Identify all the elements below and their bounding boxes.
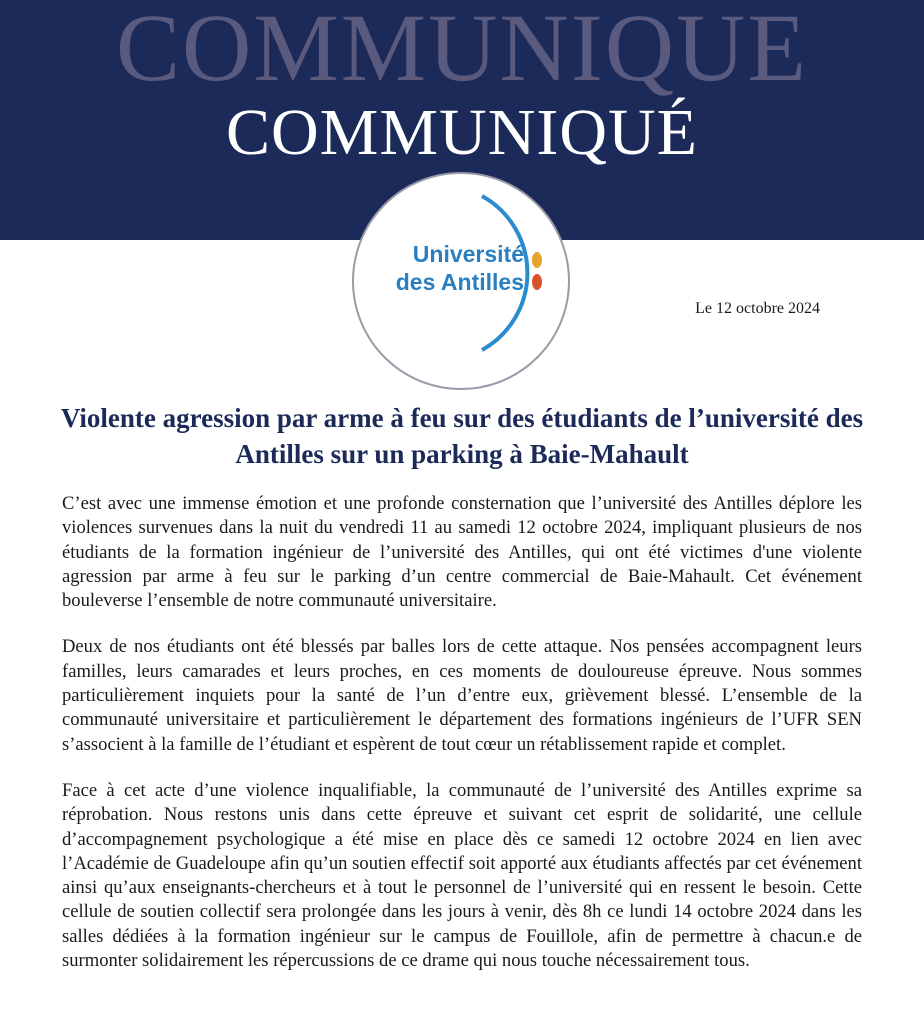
- logo-line1: Université: [412, 241, 524, 267]
- paragraph: C’est avec une immense émotion et une profonde consternation que l’université des Antilles déplore les violences survenues dans la nuit du vendredi 11 au samedi 12 octobre 2024, impliquant plusieurs de nos étudiants de la formation ingénieur de l’université des Antilles, qui ont été victimes d'une violente agression par arme à feu sur le parking d’un centre commercial de Baie-Mahault. Cet événement bouleverse l’ensemble de notre communauté universitaire.: [62, 493, 862, 612]
- paragraph: Face à cet acte d’une violence inqualifiable, la communauté de l’université des Antilles exprime sa réprobation. Nous restons unis dans cette épreuve et suivant cet esprit de solidarité, une cellule d’accompagnement psychologique a été mise en place dès ce samedi 12 octobre 2024 en lien avec l’Académie de Guadeloupe afin qu’un soutien effectif soit apporté aux étudiants affectés par cet événement ainsi qu’aux enseignants-chercheurs et à tout le personnel de l’université qui en ressent le besoin. Cette cellule de soutien collectif sera prolongée dans les jours à venir, dès 8h ce lundi 14 octobre 2024 dans les salles dédiées à la formation ingénieur sur le campus de Fouillole, afin de permettre à chacun.e de surmonter solidairement les répercussions de ce drame qui nous touche nécessairement tous.: [62, 779, 862, 972]
- page-title: COMMUNIQUÉ: [226, 96, 698, 169]
- ghost-title: COMMUNIQUE: [116, 0, 808, 101]
- date: Le 12 octobre 2024: [695, 300, 820, 317]
- university-logo: [352, 172, 570, 390]
- paragraph: Deux de nos étudiants ont été blessés par balles lors de cette attaque. Nos pensées accompagnent leurs familles, leurs camarades et leurs proches, en ces moments de douloureuse épreuve. Nous sommes particulièrement inquiets pour la santé de l’un d’entre eux, grièvement blessé. L’ensemble de la communauté universitaire et particulièrement le département des formations ingénieurs de l’UFR SEN s’associent à la famille de l’étudiant et espèrent de tout cœur un rétablissement rapide et complet.: [62, 636, 862, 755]
- logo-line2: des Antilles: [395, 269, 524, 295]
- headline: Violente agression par arme à feu sur des étudiants de l’université des Antilles sur un parking à Baie-Mahault: [60, 403, 864, 469]
- body-text: [62, 492, 862, 995]
